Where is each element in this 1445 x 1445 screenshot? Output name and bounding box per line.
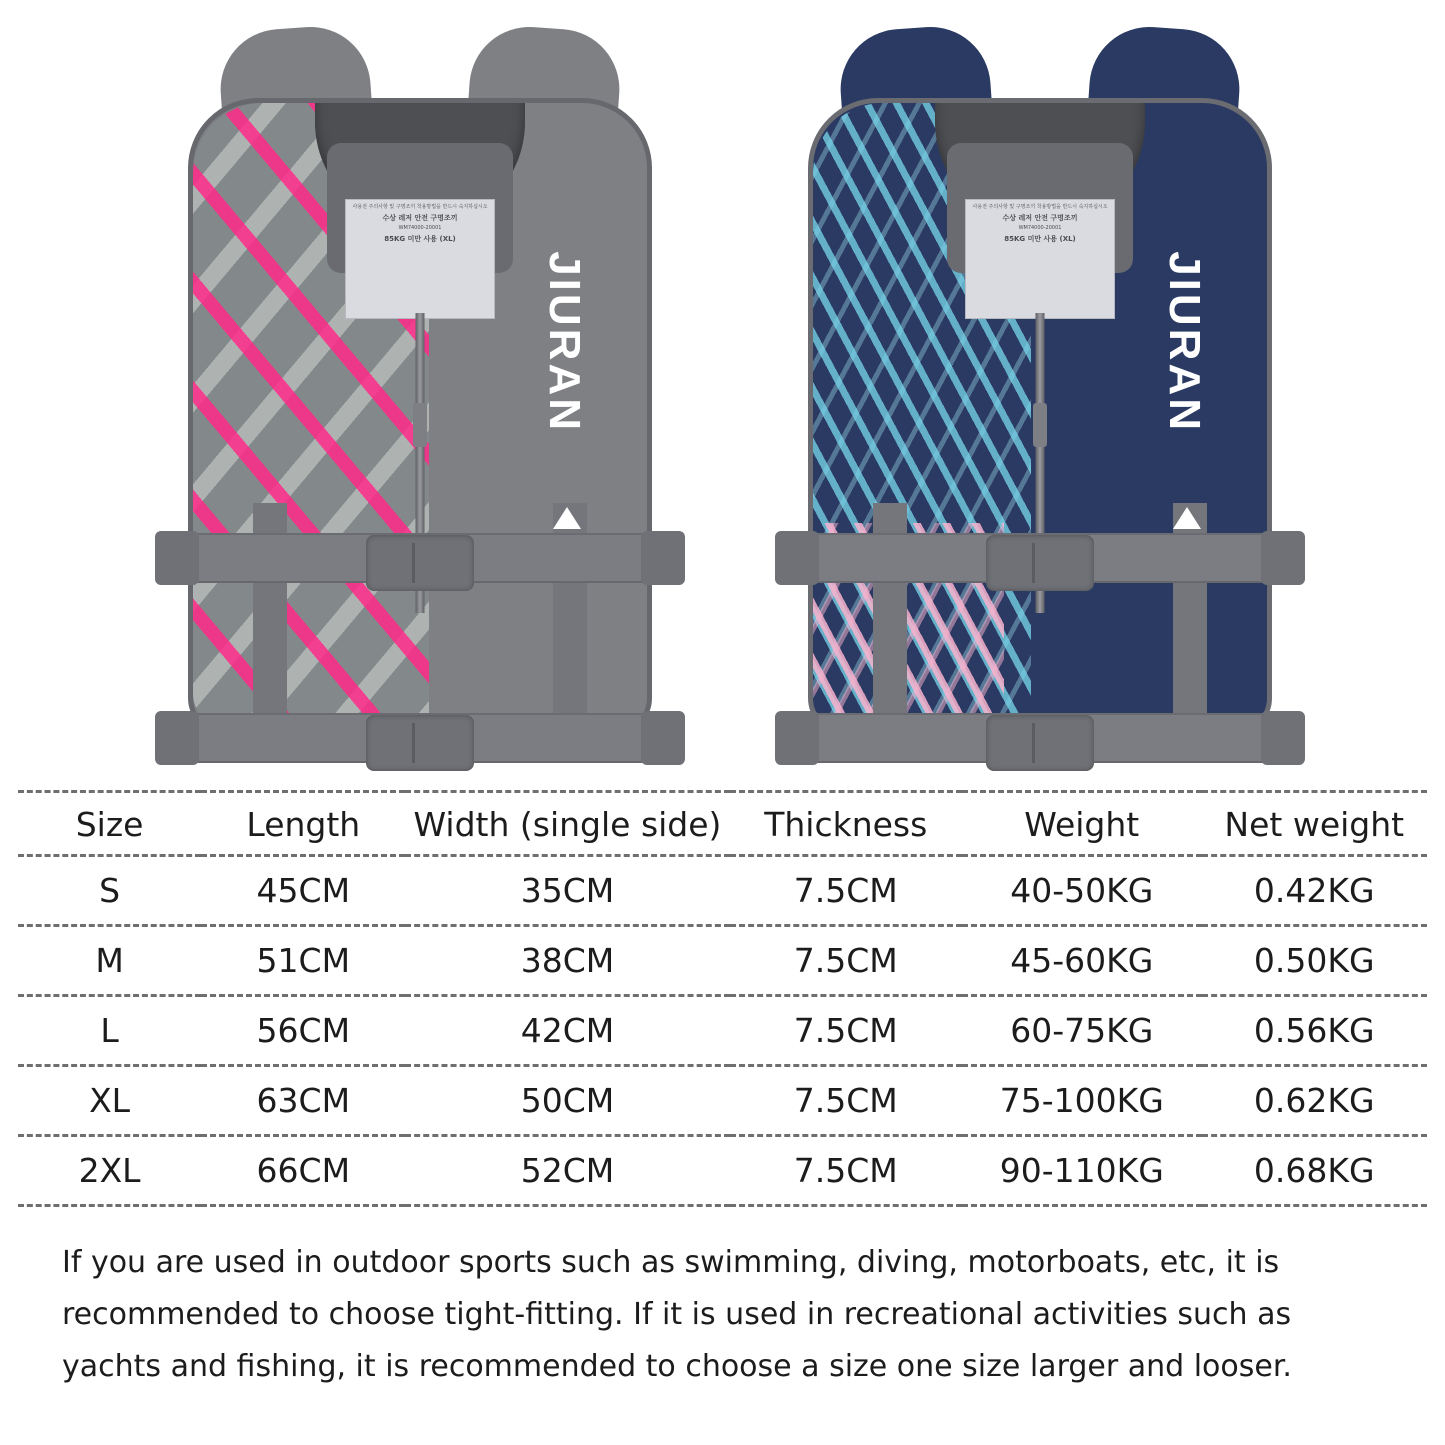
column-header-width: Width (single side) bbox=[405, 792, 729, 856]
cell-size: L bbox=[18, 996, 201, 1066]
chest-strap-lower bbox=[793, 713, 1287, 763]
cell-width: 52CM bbox=[405, 1136, 729, 1206]
cell-length: 63CM bbox=[201, 1066, 405, 1136]
side-tab-upper-left bbox=[775, 531, 819, 585]
vest-image-navy-leaf bbox=[760, 18, 1320, 758]
cell-length: 66CM bbox=[201, 1136, 405, 1206]
cell-net-weight: 0.42KG bbox=[1202, 856, 1427, 926]
vest-image-grey-pink bbox=[140, 18, 700, 758]
chest-strap-lower bbox=[173, 713, 667, 763]
cell-size: S bbox=[18, 856, 201, 926]
cell-thickness: 7.5CM bbox=[730, 856, 962, 926]
care-label-weight: 85KG 미만 사용 (XL) bbox=[384, 234, 456, 243]
cell-thickness: 7.5CM bbox=[730, 926, 962, 996]
side-tab-lower-right bbox=[1261, 711, 1305, 765]
cell-size: 2XL bbox=[18, 1136, 201, 1206]
column-header-net-weight: Net weight bbox=[1202, 792, 1427, 856]
buckle-lower bbox=[366, 715, 474, 771]
cell-weight: 90-110KG bbox=[962, 1136, 1202, 1206]
cell-net-weight: 0.62KG bbox=[1202, 1066, 1427, 1136]
vest-torso bbox=[188, 98, 652, 734]
column-header-length: Length bbox=[201, 792, 405, 856]
brand-mark-icon bbox=[553, 507, 581, 529]
vest-torso bbox=[808, 98, 1272, 734]
care-label-weight: 85KG 미만 사용 (XL) bbox=[1004, 234, 1076, 243]
side-tab-upper-right bbox=[641, 531, 685, 585]
cell-weight: 75-100KG bbox=[962, 1066, 1202, 1136]
cell-width: 42CM bbox=[405, 996, 729, 1066]
sizing-note: If you are used in outdoor sports such as swimming, diving, motorboats, etc, it is recommended to choose tight-fitting. If it is used in recreational activities such as yachts and fishing, it is recommended to choose a size one size larger and looser. bbox=[62, 1245, 1292, 1384]
cell-weight: 40-50KG bbox=[962, 856, 1202, 926]
cell-size: XL bbox=[18, 1066, 201, 1136]
cell-thickness: 7.5CM bbox=[730, 1136, 962, 1206]
side-tab-lower-left bbox=[775, 711, 819, 765]
zipper-pull bbox=[1033, 403, 1047, 447]
brand-mark-icon bbox=[1173, 507, 1201, 529]
cell-thickness: 7.5CM bbox=[730, 1066, 962, 1136]
table-row bbox=[18, 926, 1427, 996]
column-header-weight: Weight bbox=[962, 792, 1202, 856]
column-header-size: Size bbox=[18, 792, 201, 856]
cell-length: 51CM bbox=[201, 926, 405, 996]
care-label-code: WM74000-20001 bbox=[398, 225, 442, 231]
side-tab-upper-right bbox=[1261, 531, 1305, 585]
cell-thickness: 7.5CM bbox=[730, 996, 962, 1066]
zipper-pull bbox=[413, 403, 427, 447]
care-label-code: WM74000-20001 bbox=[1018, 225, 1062, 231]
cell-net-weight: 0.50KG bbox=[1202, 926, 1427, 996]
table-row bbox=[18, 856, 1427, 926]
chest-strap-upper bbox=[173, 533, 667, 583]
buckle-upper bbox=[986, 535, 1094, 591]
side-tab-upper-left bbox=[155, 531, 199, 585]
care-label-line1: 사용전 주의사항 및 구명조끼 착용방법을 반드시 숙지하십시오 bbox=[972, 204, 1108, 210]
cell-net-weight: 0.68KG bbox=[1202, 1136, 1427, 1206]
table-header-row bbox=[18, 792, 1427, 856]
brand-logo-text: JIURAN bbox=[1160, 251, 1209, 433]
care-label bbox=[965, 199, 1115, 319]
cell-length: 45CM bbox=[201, 856, 405, 926]
table-row bbox=[18, 1136, 1427, 1206]
cell-weight: 45-60KG bbox=[962, 926, 1202, 996]
cell-size: M bbox=[18, 926, 201, 996]
care-label-line2: 수상 레저 안전 구명조끼 bbox=[1002, 213, 1078, 222]
size-table bbox=[18, 790, 1427, 1207]
table-row bbox=[18, 1066, 1427, 1136]
buckle-upper bbox=[366, 535, 474, 591]
cell-width: 35CM bbox=[405, 856, 729, 926]
care-label bbox=[345, 199, 495, 319]
side-tab-lower-right bbox=[641, 711, 685, 765]
brand-logo-text: JIURAN bbox=[540, 251, 589, 433]
size-chart bbox=[18, 790, 1427, 1207]
side-tab-lower-left bbox=[155, 711, 199, 765]
buckle-lower bbox=[986, 715, 1094, 771]
care-label-line2: 수상 레저 안전 구명조끼 bbox=[382, 213, 458, 222]
cell-width: 38CM bbox=[405, 926, 729, 996]
chest-strap-upper bbox=[793, 533, 1287, 583]
cell-weight: 60-75KG bbox=[962, 996, 1202, 1066]
cell-width: 50CM bbox=[405, 1066, 729, 1136]
table-row bbox=[18, 996, 1427, 1066]
cell-net-weight: 0.56KG bbox=[1202, 996, 1427, 1066]
column-header-thickness: Thickness bbox=[730, 792, 962, 856]
cell-length: 56CM bbox=[201, 996, 405, 1066]
care-label-line1: 사용전 주의사항 및 구명조끼 착용방법을 반드시 숙지하십시오 bbox=[352, 204, 488, 210]
